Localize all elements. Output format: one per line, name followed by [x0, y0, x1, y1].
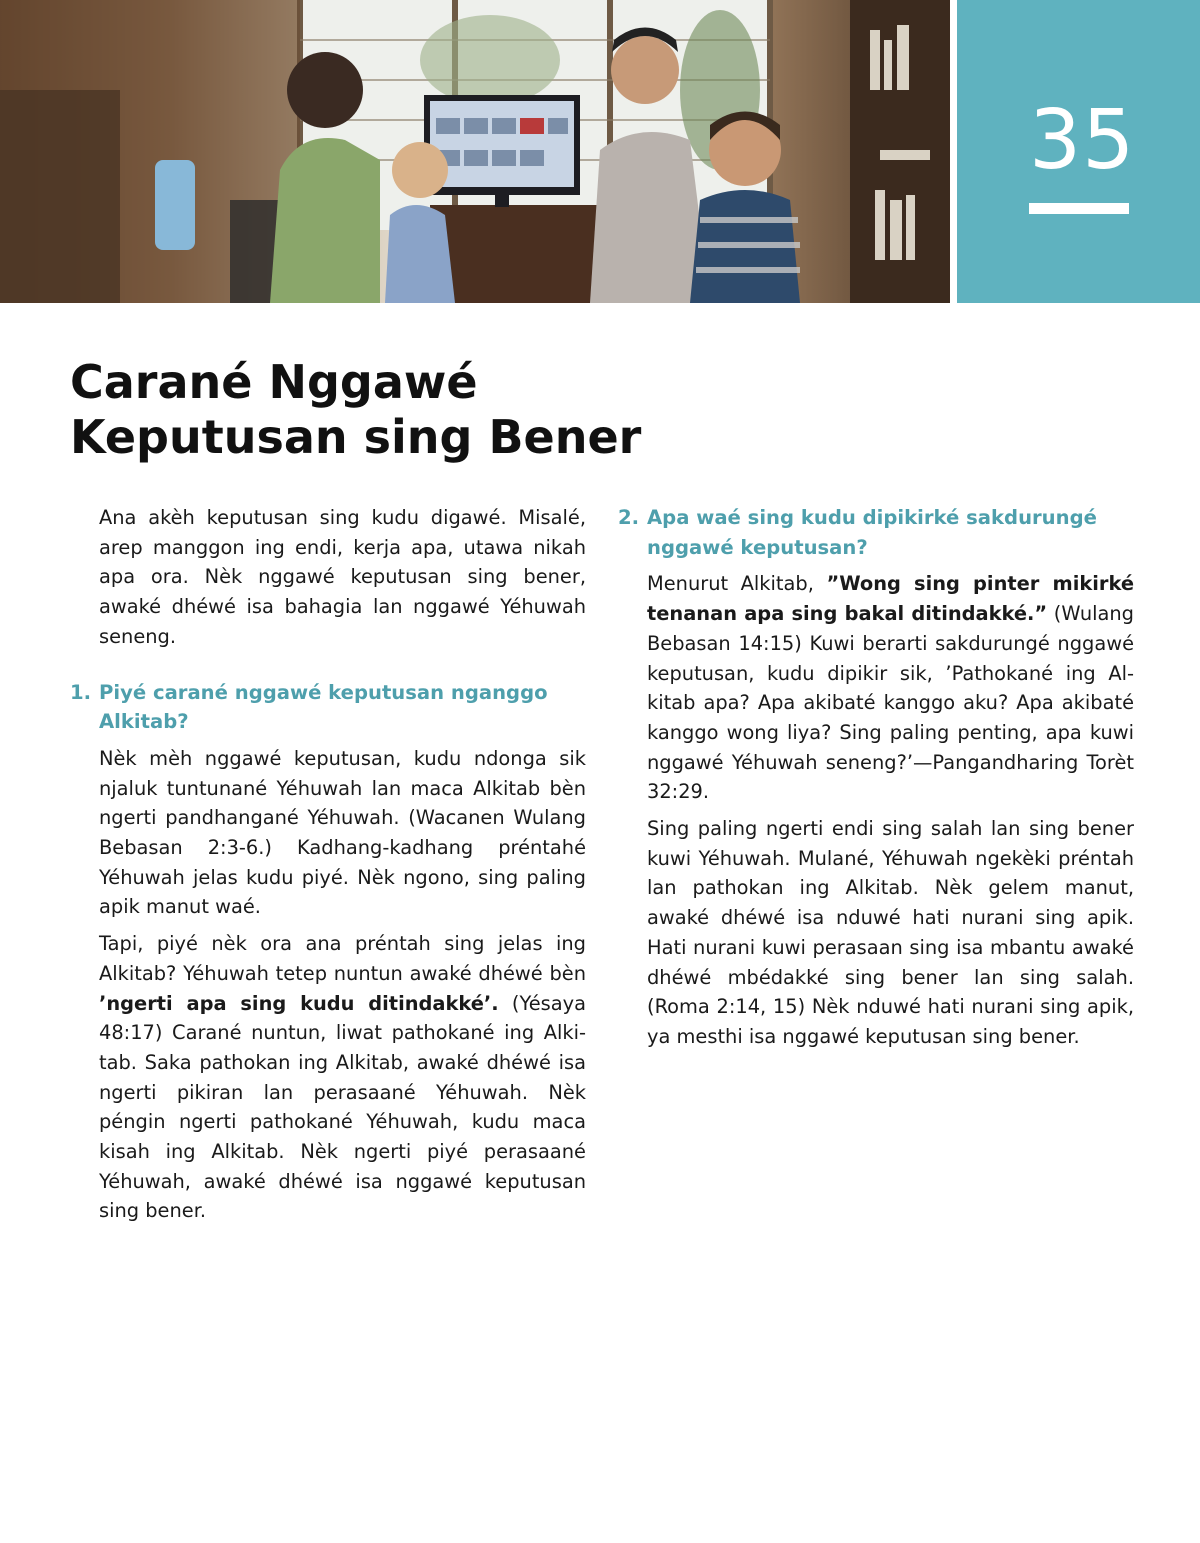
question-1-number: 1. — [70, 680, 92, 704]
chapter-badge — [957, 0, 1200, 303]
question-2-text: Apa waé sing kudu dipikirké sakdurungé nggawé keputusan? — [647, 506, 1097, 559]
section-2-paragraph-1-quote: ”Wong sing pinter mikirké tenanan apa sing bakal ditindakké.” — [647, 572, 1134, 626]
page-title-line-2: Keputusan sing Bener — [70, 410, 642, 464]
section-2-paragraph-1-start: Menurut Alkitab, — [647, 572, 827, 596]
section-1-paragraph-2-end: (Yésaya 48:17) Carané nuntun, liwat pathokané ing Alkitab. Saka pathokan ing Alkitab, awaké dhéwé isa ngerti pikiran lan perasaané Yéhuwah. Nèk péngin ngerti pathokané Yéhuwah, kudu maca kisah ing Alkitab. Nèk ngerti piyé perasaané Yéhuwah, awaké dhéwé isa nggawé keputusan sing bener. — [99, 991, 586, 1223]
header-photo — [0, 0, 950, 303]
section-2-paragraph-1 — [618, 569, 1134, 807]
chapter-number: 35 — [1029, 93, 1136, 188]
family-at-computer-illustration — [0, 0, 950, 303]
section-1-paragraph-2-quote: ’ngerti apa sing kudu ditindakké’. — [99, 991, 499, 1015]
section-1-paragraph-2 — [70, 929, 586, 1226]
section-2-paragraph-2: Sing paling ngerti endi sing salah lan sing bener kuwi Yéhuwah. Mulané, Yéhuwah ngekèki préntah lan pathokan ing Alkitab. Nèk gelem manut, awaké dhéwé isa nduwé hati nurani sing apik. Hati nurani kuwi perasaan sing isa mbantu awaké dhéwé mbédakké sing bener lan sing salah. (Roma 2:14, 15) Nèk nduwé hati nurani sing apik, ya mesthi isa nggawé keputusan sing bener. — [647, 817, 1134, 1048]
question-1-text: Piyé carané nggawé keputusan nganggo Alkitab? — [99, 680, 548, 734]
question-2-number: 2. — [618, 506, 640, 529]
question-2-heading — [618, 503, 1134, 562]
question-1-heading — [70, 678, 586, 737]
page-title — [70, 355, 770, 465]
chapter-underline — [1029, 203, 1129, 214]
left-column — [70, 503, 586, 1233]
intro-paragraph: Ana akèh keputusan sing kudu digawé. Misalé, arep manggon ing endi, kerja apa, utawa nikah apa ora. Nèk nggawé keputusan sing bener, awaké dhéwé isa bahagia lan nggawé Yéhuwah seneng. — [99, 506, 586, 648]
section-1-paragraph-2-start: Tapi, piyé nèk ora ana préntah sing jelas ing Alkitab? Yéhuwah tetep nuntun awaké dhéwé bèn — [99, 932, 586, 985]
section-2-paragraph-1-end: (Wulang Bebasan 14:15) Kuwi berarti sakdurungé nggawé keputusan, kudu dipikir sik, ’Pathokané ing Alkitab apa? Apa akibaté kanggo aku? Apa akibaté kanggo wong liya? Sing paling penting, apa kuwi nggawé Yéhuwah seneng?’—Pangandharing Torèt 32:29. — [647, 602, 1134, 804]
page-title-line-1: Carané Nggawé — [70, 355, 478, 409]
section-1-paragraph-1: Nèk mèh nggawé keputusan, kudu ndonga sik njaluk tuntunané Yéhuwah lan maca Alkitab bèn ngerti pandhangané Yéhuwah. (Wacanen Wulang Bebasan 2:3-6.) Kadhang-kadhang préntahé Yéhuwah jelas kudu piyé. Nèk ngono, sing paling apik manut waé. — [99, 746, 586, 919]
right-column — [618, 503, 1134, 1059]
